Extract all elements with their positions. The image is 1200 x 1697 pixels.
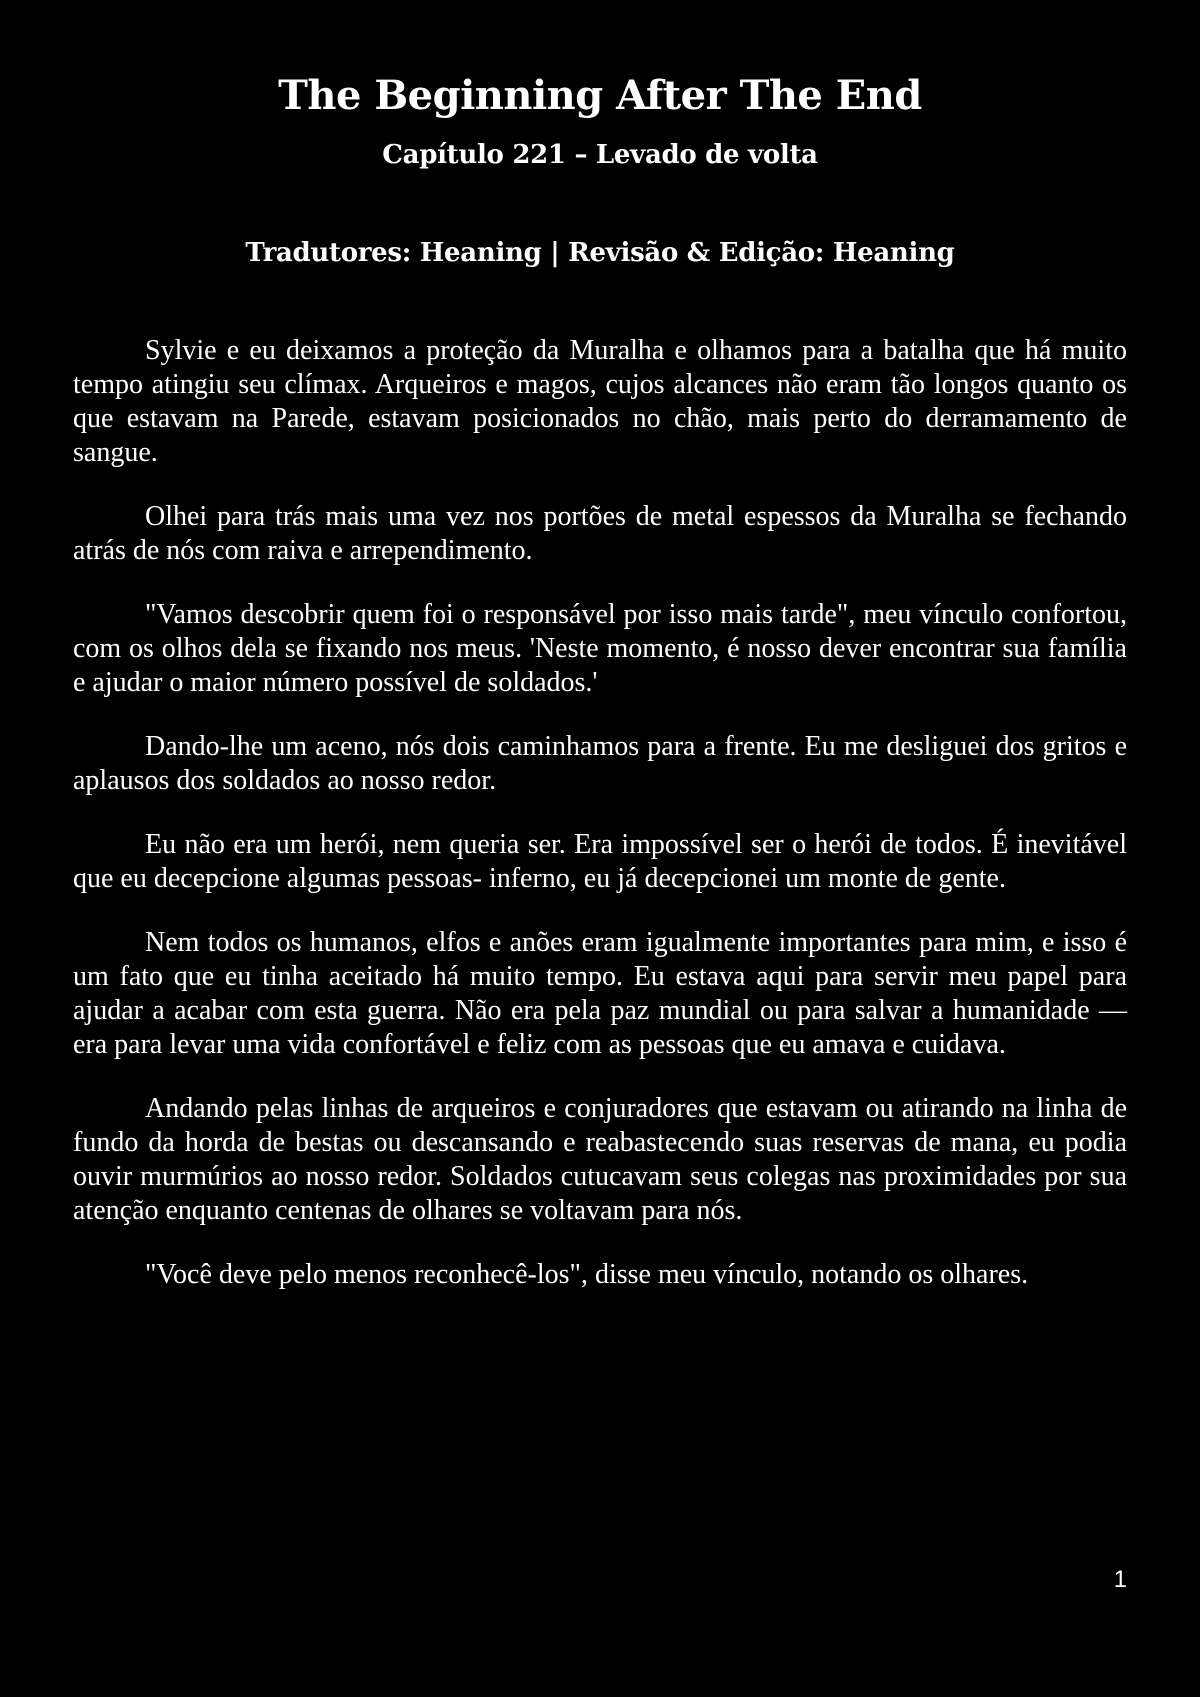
paragraph: "Você deve pelo menos reconhecê-los", disse meu vínculo, notando os olhares. (145, 1259, 1029, 1290)
paragraph: Eu não era um herói, nem queria ser. Era impossível ser o herói de todos. É inevitável que eu decepcione algumas pessoas- inferno, eu já decepcionei um monte de gente. (73, 829, 1127, 894)
paragraph: "Vamos descobrir quem foi o responsável por isso mais tarde", meu vínculo confortou, com os olhos dela se fixando nos meus. 'Neste momento, é nosso dever encontrar sua família e ajudar o maior número possível de soldados.' (73, 599, 1127, 698)
paragraph: Dando-lhe um aceno, nós dois caminhamos para a frente. Eu me desliguei dos gritos e aplausos dos soldados ao nosso redor. (73, 731, 1127, 796)
book-title: The Beginning After The End (278, 72, 922, 119)
chapter-body (73, 334, 1127, 1322)
chapter-title: Capítulo 221 – Levado de volta (382, 140, 818, 170)
paragraph: Olhei para trás mais uma vez nos portões de metal espessos da Muralha se fechando atrás de nós com raiva e arrependimento. (73, 501, 1127, 566)
paragraph: Sylvie e eu deixamos a proteção da Muralha e olhamos para a batalha que há muito tempo atingiu seu clímax. Arqueiros e magos, cujos alcances não eram tão longos quanto os que estavam na Parede, estavam posicionados no chão, mais perto do derramamento de sangue. (73, 335, 1127, 468)
paragraph: Andando pelas linhas de arqueiros e conjuradores que estavam ou atirando na linha de fundo da horda de bestas ou descansando e reabastecendo suas reservas de mana, eu podia ouvir murmúrios ao nosso redor. Soldados cutucavam seus colegas nas proximidades por sua atenção enquanto centenas de olhares se voltavam para nós. (73, 1093, 1127, 1226)
paragraph: Nem todos os humanos, elfos e anões eram igualmente importantes para mim, e isso é um fato que eu tinha aceitado há muito tempo. Eu estava aqui para servir meu papel para ajudar a acabar com esta guerra. Não era pela paz mundial ou para salvar a humanidade — era para levar uma vida confortável e feliz com as pessoas que eu amava e cuidava. (73, 927, 1127, 1060)
page-number: 1 (1113, 1566, 1127, 1593)
translator-credits: Tradutores: Heaning | Revisão & Edição: Heaning (245, 238, 955, 268)
